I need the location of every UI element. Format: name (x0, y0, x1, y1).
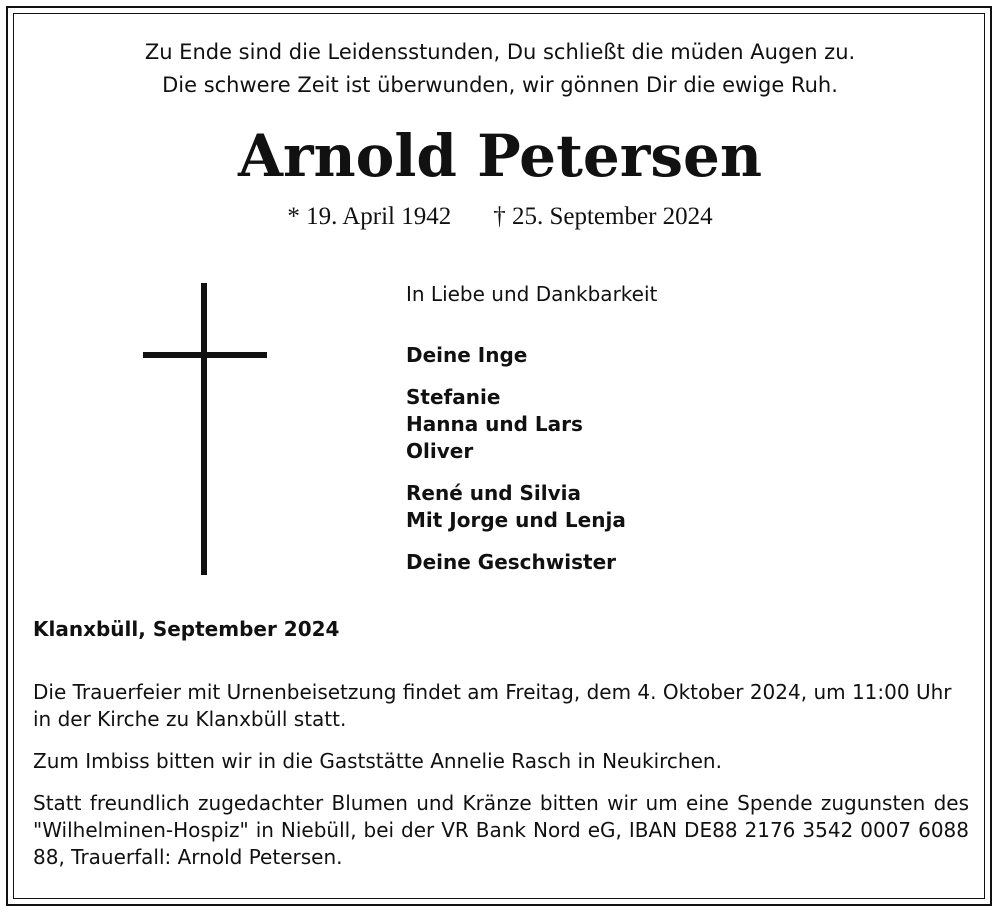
family-group-4 (406, 549, 657, 576)
birth-date: * 19. April 1942 (287, 203, 452, 230)
family-signatures (406, 281, 657, 591)
death-date: † 25. September 2024 (493, 203, 713, 230)
family-intro: In Liebe und Dankbarkeit (406, 282, 658, 306)
funeral-info (33, 679, 969, 886)
deceased-name: Arnold Petersen (237, 122, 763, 190)
cross-horizontal-bar (143, 352, 267, 358)
family-group-2 (406, 384, 657, 465)
family-group-3 (406, 480, 657, 534)
ceremony-paragraph: Die Trauerfeier mit Urnenbeisetzung findet am Freitag, dem 4. Oktober 2024, um 11:00 Uhr in der Kirche zu Klanxbüll statt. (33, 680, 952, 731)
poem-line-2: Die schwere Zeit ist überwunden, wir gönnen Dir die ewige Ruh. (162, 73, 838, 97)
reception-paragraph: Zum Imbiss bitten wir in die Gaststätte Annelie Rasch in Neukirchen. (33, 749, 722, 773)
poem-line-1: Zu Ende sind die Leidensstunden, Du schließt die müden Augen zu. (144, 40, 856, 64)
poem (0, 36, 1000, 102)
family-member: Oliver (406, 439, 474, 463)
cross-vertical-bar (201, 283, 207, 575)
family-member: René und Silvia (406, 481, 581, 505)
family-member: Mit Jorge und Lenja (406, 508, 626, 532)
family-group-1 (406, 342, 657, 369)
life-dates (0, 200, 1000, 234)
family-member: Deine Geschwister (406, 550, 616, 574)
donation-paragraph: Statt freundlich zugedachter Blumen und Kränze bitten wir um eine Spende zugunsten des "Wilhelminen-Hospiz" in Niebüll, bei der VR Bank Nord eG, IBAN DE88 2176 3542 0007 6088 88, Trauerfall: Arnold Petersen. (33, 791, 969, 869)
family-member: Deine Inge (406, 343, 528, 367)
family-member: Hanna und Lars (406, 412, 583, 436)
place-date: Klanxbüll, September 2024 (33, 617, 340, 641)
family-member: Stefanie (406, 385, 501, 409)
